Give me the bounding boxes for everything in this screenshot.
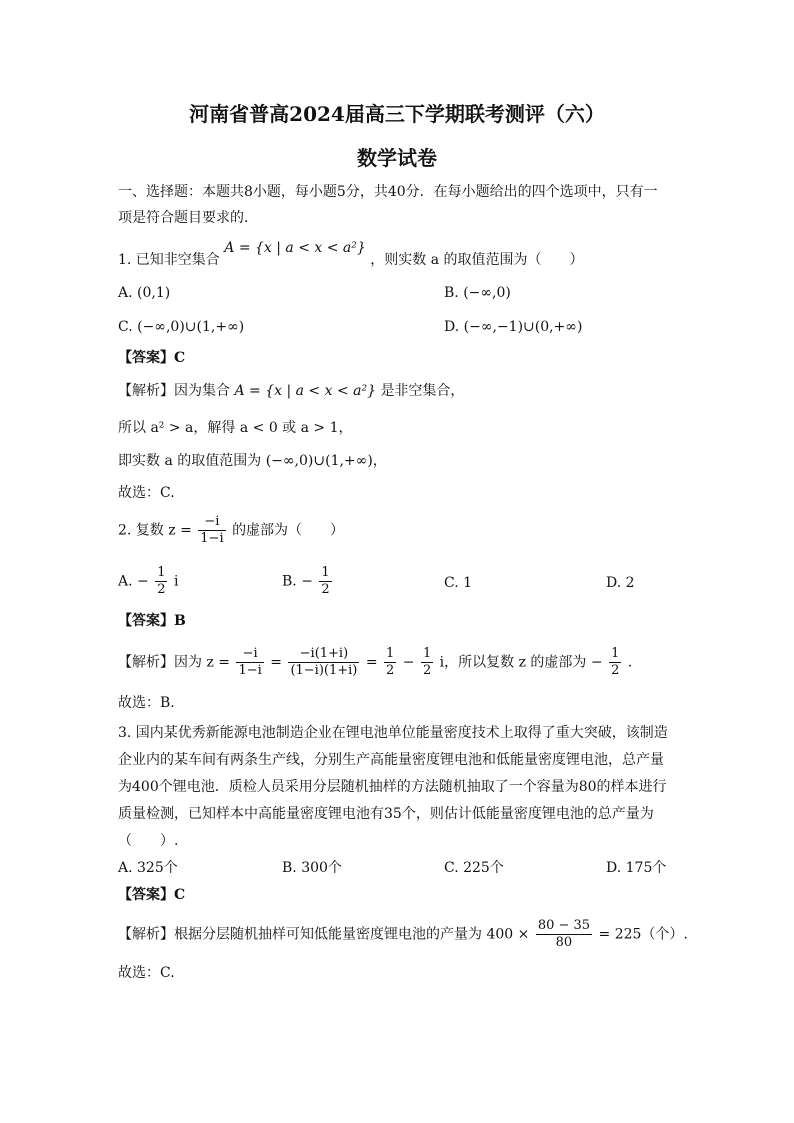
q3-explanation-suffix: = 225（个）.: [598, 926, 688, 943]
q2-option-c: C. 1: [444, 575, 473, 591]
q2-exp-fraction-3-den: 2: [386, 663, 395, 678]
q1-answer: 【答案】C: [118, 350, 186, 366]
q2-exp-fraction-2: [288, 646, 359, 679]
exam-title: 河南省普高2024届高三下学期联考测评（六）: [189, 102, 605, 126]
q3-exp-fraction-den: 80: [555, 935, 573, 950]
q2-option-b-denominator: 2: [321, 582, 330, 597]
q1-explanation-suffix: 是非空集合，: [380, 383, 465, 399]
q2-exp-fraction-1-den: 1−i: [238, 663, 262, 678]
q2-option-d: D. 2: [606, 575, 635, 591]
q1-choose: 故选：C.: [118, 485, 175, 501]
q1-stem: [118, 240, 584, 270]
q3-stem-line5: （ ）.: [118, 833, 179, 849]
q2-exp-fraction-2-den: (1−i)(1+i): [290, 663, 358, 678]
q3-stem-line3: 为400个锂电池．质检人员采用分层随机抽样的方法随机抽取了一个容量为80的样本进行: [118, 779, 667, 795]
q2-choose: 故选：B.: [118, 695, 175, 711]
q1-explanation-line1: [118, 381, 464, 401]
q2-exp-fraction-4-den: 2: [422, 663, 432, 678]
q2-stem-suffix: 的虚部为（ ）: [232, 522, 345, 539]
q2-fraction-denominator: 1−i: [200, 531, 224, 546]
q2-answer: 【答案】B: [118, 613, 186, 629]
q2-exp-fraction-1-num: −i: [236, 646, 263, 663]
q2-exp-equals-2: =: [365, 654, 378, 671]
q2-option-a-numerator: 1: [157, 565, 166, 580]
q1-set: A = {x | a < x < a²}: [224, 240, 366, 256]
q2-explanation: [118, 646, 632, 679]
q2-exp-fraction-1: [236, 646, 263, 679]
exam-subtitle: 数学试卷: [357, 146, 437, 170]
q2-exp-middle: i，所以复数 z 的虚部为 −: [439, 654, 603, 671]
q2-option-a-fraction: [155, 565, 167, 598]
q2-exp-fraction-4-num: 1: [422, 646, 432, 661]
q2-exp-period: .: [627, 654, 633, 671]
q2-exp-fraction-2-num: −i(1+i): [288, 646, 359, 663]
q3-exp-fraction-num: 80 − 35: [537, 918, 591, 933]
q1-explanation-line2: 所以 a² > a，解得 a < 0 或 a > 1，: [118, 420, 353, 436]
q2-fraction: [198, 514, 225, 547]
q2-exp-fraction-5: [609, 646, 621, 679]
q2-stem: [118, 514, 344, 547]
q3-option-c: C. 225个: [444, 860, 504, 876]
q2-option-b-numerator: 1: [321, 565, 330, 580]
q2-option-b-prefix: B. −: [282, 573, 313, 590]
q2-exp-fraction-3: [384, 646, 396, 679]
q2-exp-fraction-5-num: 1: [611, 646, 620, 661]
q3-stem-line1: 3. 国内某优秀新能源电池制造企业在锂电池单位能量密度技术上取得了重大突破，该制造: [118, 725, 668, 741]
q2-exp-minus: −: [402, 654, 415, 671]
q2-option-a: [118, 565, 178, 598]
q1-option-d: D. (−∞,−1)∪(0,+∞): [444, 319, 583, 335]
q2-option-b-fraction: [319, 565, 331, 598]
q1-stem-suffix: ，则实数 a 的取值范围为（ ）: [370, 252, 584, 268]
q2-exp-fraction-5-den: 2: [611, 663, 620, 678]
q2-fraction-numerator: −i: [198, 514, 225, 531]
q2-option-b: [282, 565, 334, 598]
q1-explanation-prefix: 【解析】因为集合: [118, 383, 230, 399]
q2-exp-equals-1: =: [270, 654, 282, 671]
q2-stem-prefix: 2. 复数 z =: [118, 522, 192, 539]
q3-answer: 【答案】C: [118, 887, 186, 903]
q3-option-a: A. 325个: [118, 860, 178, 876]
section-instruction-line2: 项是符合题目要求的．: [118, 210, 258, 226]
q2-explanation-prefix: 【解析】因为 z =: [118, 654, 231, 671]
q1-explanation-line3: 即实数 a 的取值范围为 (−∞,0)∪(1,+∞)，: [118, 453, 387, 469]
q2-exp-fraction-4: [421, 646, 433, 679]
section-instruction-line1: 一、选择题：本题共8小题，每小题5分，共40分．在每小题给出的四个选项中，只有一: [118, 184, 658, 200]
q3-explanation: [118, 918, 688, 951]
q3-explanation-prefix: 【解析】根据分层随机抽样可知低能量密度锂电池的产量为 400 ×: [118, 926, 530, 943]
q2-exp-fraction-3-num: 1: [386, 646, 395, 661]
q3-exp-fraction: [536, 918, 592, 951]
q2-option-a-suffix: i: [173, 573, 179, 590]
q2-option-a-prefix: A. −: [118, 573, 149, 590]
q3-stem-line4: 质量检测，已知样本中高能量密度锂电池有35个，则估计低能量密度锂电池的总产量为: [118, 806, 654, 822]
q2-option-a-denominator: 2: [157, 582, 166, 597]
q3-option-b: B. 300个: [282, 860, 342, 876]
q1-explanation-set: A = {x | a < x < a²}: [234, 383, 376, 399]
q3-stem-line2: 企业内的某车间有两条生产线，分别生产高能量密度锂电池和低能量密度锂电池，总产量: [118, 752, 664, 768]
q1-stem-prefix: 1. 已知非空集合: [118, 252, 220, 268]
q1-option-a: A. (0,1): [118, 285, 171, 301]
q3-choose: 故选：C.: [118, 965, 175, 981]
q1-option-c: C. (−∞,0)∪(1,+∞): [118, 319, 245, 335]
q1-option-b: B. (−∞,0): [444, 285, 511, 301]
q3-option-d: D. 175个: [606, 860, 667, 876]
